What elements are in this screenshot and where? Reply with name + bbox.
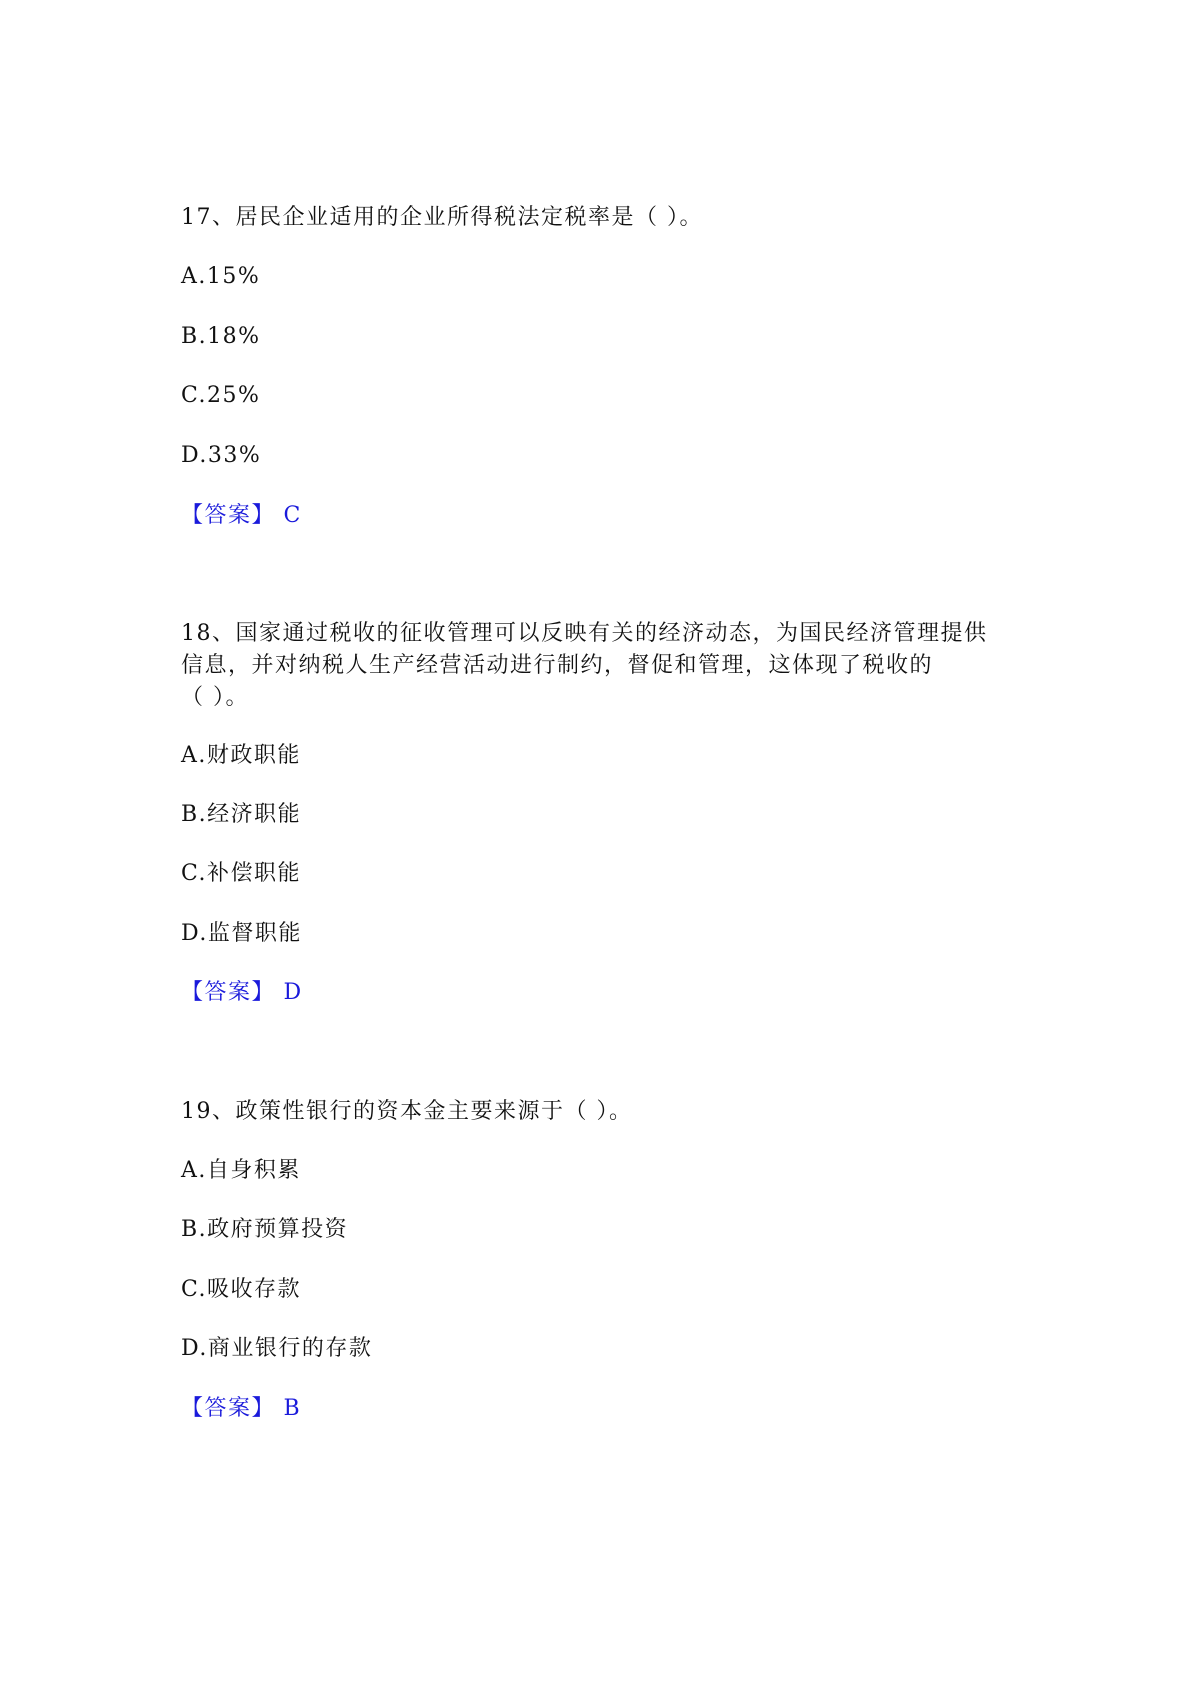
question-17-stem: 17、居民企业适用的企业所得税法定税率是（ ）。 (181, 205, 703, 230)
question-19-stem: 19、政策性银行的资本金主要来源于（ ）。 (181, 1099, 633, 1124)
question-18-option-d: D.监督职能 (181, 921, 302, 946)
question-17-option-a: A.15% (181, 264, 261, 289)
question-17-answer: 【答案】 C (181, 503, 302, 528)
question-18-option-a: A.财政职能 (181, 743, 301, 768)
question-19-option-b: B.政府预算投资 (181, 1217, 349, 1242)
question-18-option-c: C.补偿职能 (181, 861, 302, 886)
question-17-option-c: C.25% (181, 383, 261, 408)
question-19-answer: 【答案】 B (181, 1396, 302, 1421)
question-17-option-d: D.33% (181, 443, 262, 468)
question-17-option-b: B.18% (181, 324, 261, 349)
question-19-option-d: D.商业银行的存款 (181, 1336, 373, 1361)
question-18-stem-line-3: （ ）。 (181, 685, 249, 710)
question-19-option-a: A.自身积累 (181, 1158, 301, 1183)
question-18-stem-line-2: 信息，并对纳税人生产经营活动进行制约，督促和管理，这体现了税收的 (181, 653, 934, 678)
question-18-answer: 【答案】 D (181, 980, 303, 1005)
question-19-option-c: C.吸收存款 (181, 1277, 302, 1302)
question-18-stem-line-1: 18、国家通过税收的征收管理可以反映有关的经济动态，为国民经济管理提供 (181, 621, 988, 646)
question-18-option-b: B.经济职能 (181, 802, 302, 827)
